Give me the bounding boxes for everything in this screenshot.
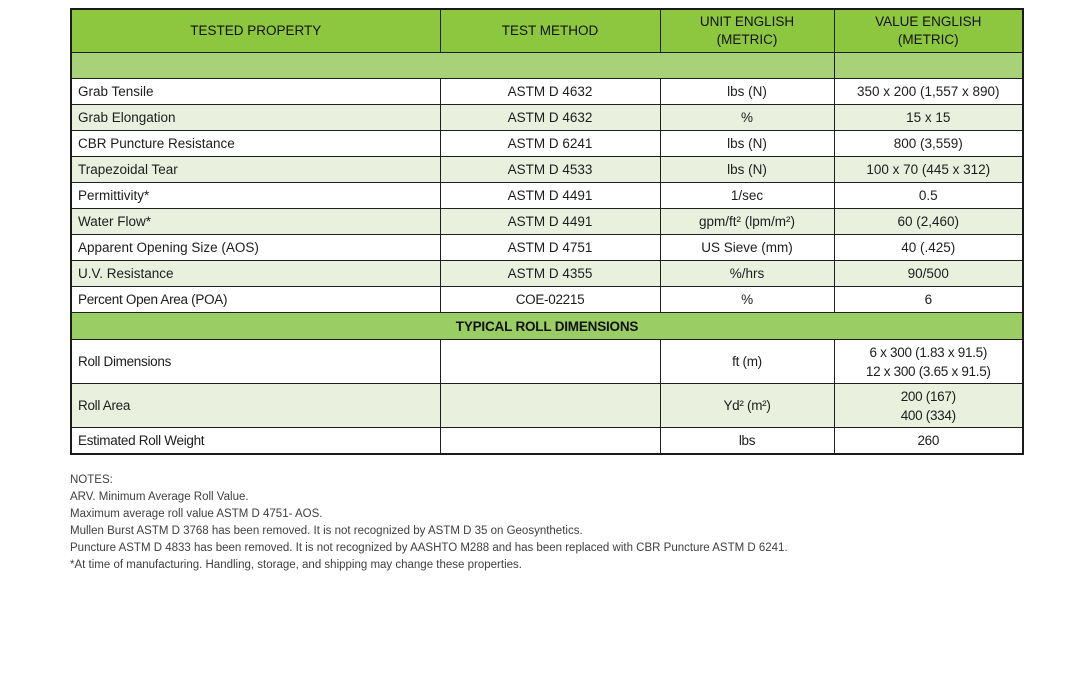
cell-property: Percent Open Area (POA) <box>71 287 440 313</box>
cell-property: Permittivity* <box>71 183 440 209</box>
spacer-row <box>71 53 1023 79</box>
cell-unit: Yd² (m²) <box>660 384 834 428</box>
table-row <box>71 287 1023 313</box>
table-row <box>71 261 1023 287</box>
cell-method: ASTM D 4751 <box>440 235 660 261</box>
cell-unit: US Sieve (mm) <box>660 235 834 261</box>
cell-method <box>440 340 660 384</box>
table-row <box>71 235 1023 261</box>
column-header-test-method: TEST METHOD <box>440 9 660 53</box>
cell-value: 40 (.425) <box>834 235 1023 261</box>
spacer-cell-left <box>71 53 834 79</box>
cell-value: 6 <box>834 287 1023 313</box>
cell-unit: lbs <box>660 428 834 455</box>
cell-unit: ft (m) <box>660 340 834 384</box>
cell-unit: lbs (N) <box>660 79 834 105</box>
cell-method: ASTM D 4491 <box>440 183 660 209</box>
column-header-tested-property: TESTED PROPERTY <box>71 9 440 53</box>
cell-value: 90/500 <box>834 261 1023 287</box>
cell-unit: 1/sec <box>660 183 834 209</box>
notes-line: Mullen Burst ASTM D 3768 has been removed. It is not recognized by ASTM D 35 on Geosynthetics. <box>70 525 583 537</box>
cell-unit: gpm/ft² (lpm/m²) <box>660 209 834 235</box>
cell-property: Roll Dimensions <box>71 340 440 384</box>
value-header-line1: VALUE ENGLISH <box>875 14 982 29</box>
cell-method: ASTM D 4632 <box>440 105 660 131</box>
cell-property: CBR Puncture Resistance <box>71 131 440 157</box>
cell-method: ASTM D 4491 <box>440 209 660 235</box>
table-row <box>71 105 1023 131</box>
cell-unit: lbs (N) <box>660 131 834 157</box>
value-line: 12 x 300 (3.65 x 91.5) <box>865 363 991 379</box>
cell-property: Roll Area <box>71 384 440 428</box>
cell-property: U.V. Resistance <box>71 261 440 287</box>
cell-property: Grab Tensile <box>71 79 440 105</box>
notes-line: ARV. Minimum Average Roll Value. <box>70 491 249 503</box>
cell-value: 60 (2,460) <box>834 209 1023 235</box>
section-banner-row <box>71 313 1023 340</box>
section-banner: TYPICAL ROLL DIMENSIONS <box>71 313 1023 340</box>
table-row <box>71 384 1023 428</box>
value-line: 400 (334) <box>900 407 956 423</box>
notes-line: Puncture ASTM D 4833 has been removed. It is not recognized by AASHTO M288 and has been replaced with CBR Puncture ASTM D 6241. <box>70 542 788 554</box>
cell-unit: lbs (N) <box>660 157 834 183</box>
column-header-unit <box>660 9 834 53</box>
table-row <box>71 157 1023 183</box>
cell-value <box>834 384 1023 428</box>
notes-section <box>70 472 788 574</box>
table-row <box>71 209 1023 235</box>
cell-property: Water Flow* <box>71 209 440 235</box>
cell-property: Estimated Roll Weight <box>71 428 440 455</box>
cell-value: 260 <box>834 428 1023 455</box>
notes-line: Maximum average roll value ASTM D 4751- AOS. <box>70 508 323 520</box>
table-row <box>71 131 1023 157</box>
cell-property: Grab Elongation <box>71 105 440 131</box>
header-row <box>71 9 1023 53</box>
cell-value: 800 (3,559) <box>834 131 1023 157</box>
cell-method: ASTM D 4632 <box>440 79 660 105</box>
cell-value <box>834 340 1023 384</box>
value-line: 200 (167) <box>900 388 956 404</box>
table-row <box>71 428 1023 455</box>
cell-value: 100 x 70 (445 x 312) <box>834 157 1023 183</box>
cell-method: ASTM D 4355 <box>440 261 660 287</box>
value-line: 6 x 300 (1.83 x 91.5) <box>869 344 988 360</box>
cell-method: COE-02215 <box>440 287 660 313</box>
cell-method: ASTM D 4533 <box>440 157 660 183</box>
table-row <box>71 340 1023 384</box>
spacer-cell-right <box>834 53 1023 79</box>
column-header-value <box>834 9 1023 53</box>
cell-method <box>440 384 660 428</box>
cell-property: Trapezoidal Tear <box>71 157 440 183</box>
spec-table <box>70 8 1024 455</box>
cell-unit: % <box>660 105 834 131</box>
cell-value: 15 x 15 <box>834 105 1023 131</box>
cell-method: ASTM D 6241 <box>440 131 660 157</box>
cell-property: Apparent Opening Size (AOS) <box>71 235 440 261</box>
cell-unit: %/hrs <box>660 261 834 287</box>
unit-header-line1: UNIT ENGLISH <box>699 14 795 29</box>
notes-title: NOTES: <box>70 474 113 486</box>
cell-unit: % <box>660 287 834 313</box>
notes-line: *At time of manufacturing. Handling, storage, and shipping may change these properties. <box>70 559 522 571</box>
table-row <box>71 183 1023 209</box>
unit-header-line2: (METRIC) <box>716 32 778 47</box>
cell-method <box>440 428 660 455</box>
cell-value: 0.5 <box>834 183 1023 209</box>
table-row <box>71 79 1023 105</box>
cell-value: 350 x 200 (1,557 x 890) <box>834 79 1023 105</box>
value-header-line2: (METRIC) <box>897 32 959 47</box>
